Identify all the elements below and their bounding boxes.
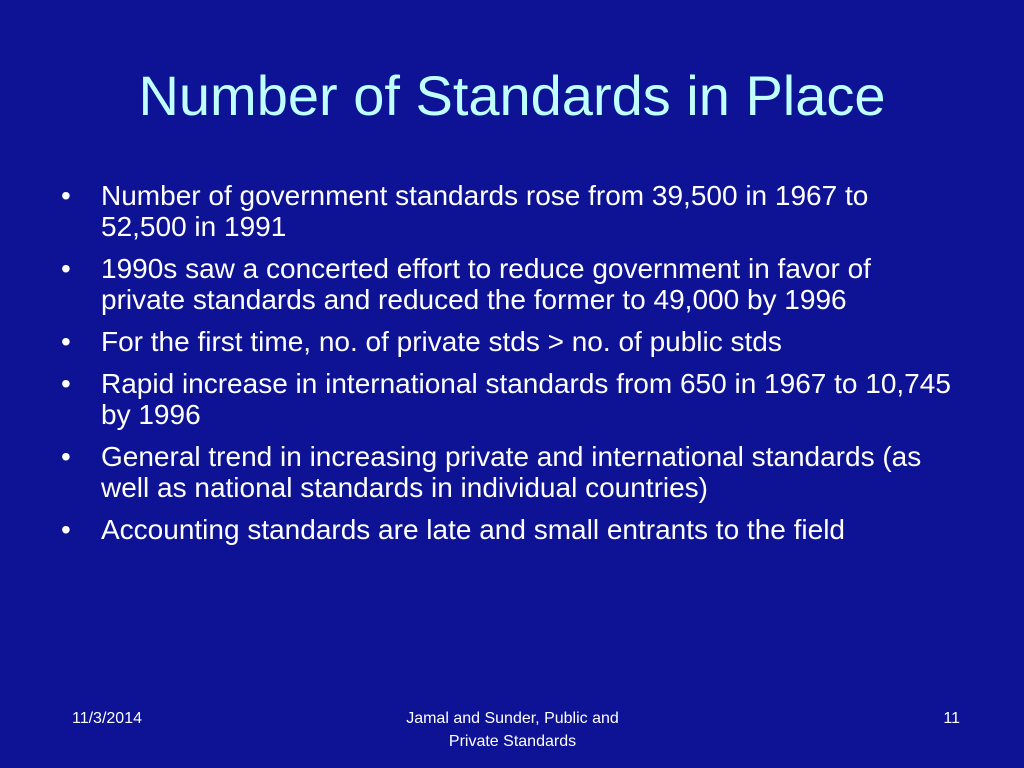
bullet-icon: • [61, 441, 71, 472]
bullet-text: Accounting standards are late and small entrants to the field [101, 514, 845, 545]
list-item [57, 441, 957, 503]
bullet-list [57, 180, 957, 556]
bullet-text: 1990s saw a concerted effort to reduce government in favor of private standards and reduced the former to 49,000 by 1996 [101, 253, 871, 315]
footer-title [360, 707, 665, 768]
footer-title-line-1: Jamal and Sunder, Public and [406, 710, 619, 727]
list-item [57, 180, 957, 242]
bullet-icon: • [61, 326, 71, 357]
list-item [57, 253, 957, 315]
bullet-icon: • [61, 180, 71, 211]
bullet-text: Number of government standards rose from 39,500 in 1967 to 52,500 in 1991 [101, 180, 869, 242]
list-item [57, 326, 957, 357]
bullet-text: Rapid increase in international standards from 650 in 1967 to 10,745 by 1996 [101, 368, 951, 430]
bullet-icon: • [61, 368, 71, 399]
footer-title-line-2: Private Standards [448, 733, 577, 750]
list-item [57, 514, 957, 545]
slide-title: Number of Standards in Place [138, 64, 886, 127]
page-number: 11 [943, 710, 960, 727]
bullet-icon: • [61, 514, 71, 545]
bullet-text: For the first time, no. of private stds > no. of public stds [101, 326, 782, 357]
list-item [57, 368, 957, 430]
bullet-icon: • [61, 253, 71, 284]
footer-date: 11/3/2014 [72, 710, 142, 727]
bullet-text: General trend in increasing private and international standards (as well as national standards in individual countries) [101, 441, 922, 503]
